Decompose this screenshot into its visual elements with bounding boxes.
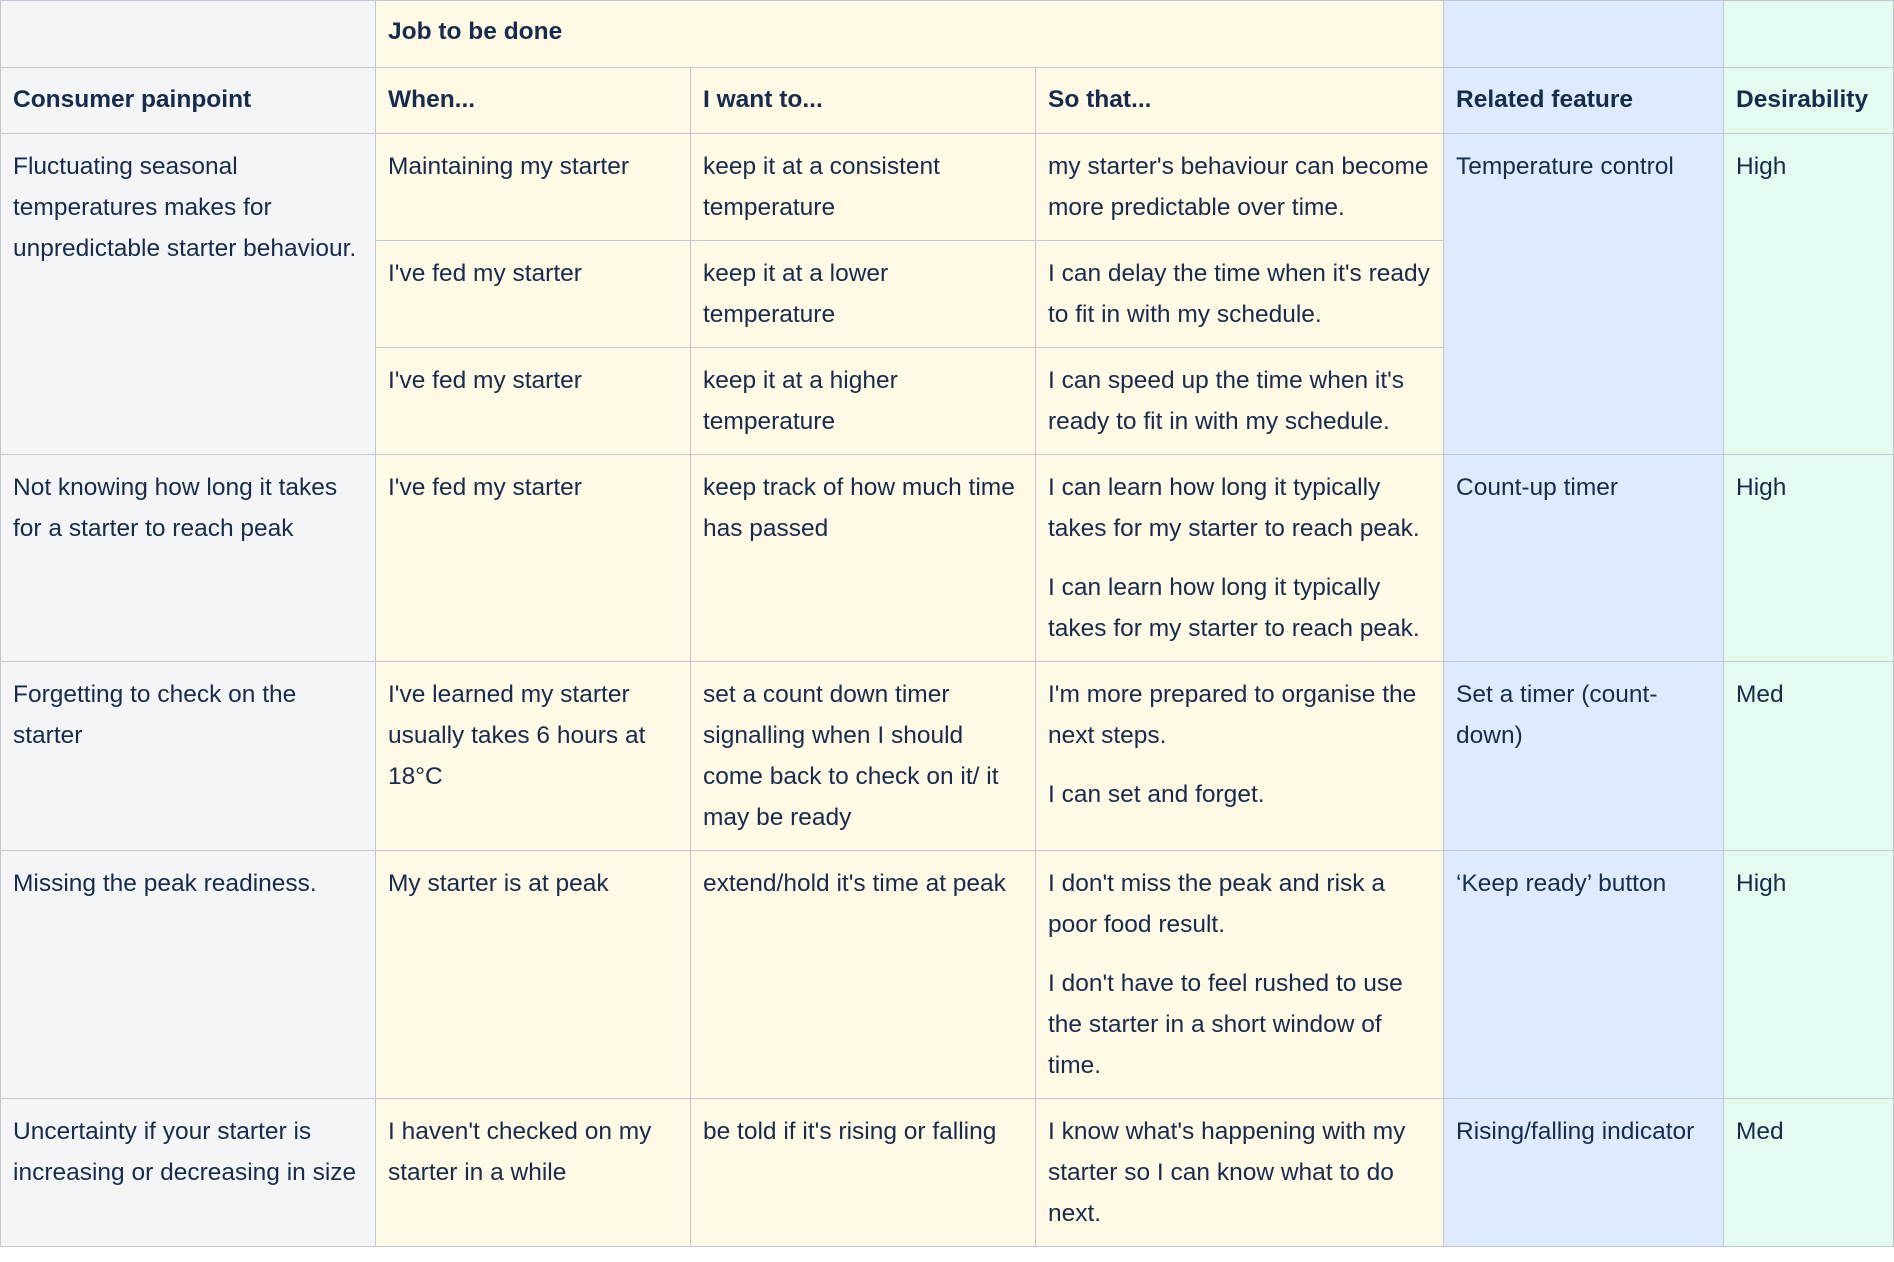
so-that-text: I can learn how long it typically takes for my starter to reach peak. xyxy=(1048,574,1420,642)
want-cell: keep track of how much time has passed xyxy=(691,455,1036,662)
so-that-cell xyxy=(1036,348,1444,455)
table-row xyxy=(1,134,1894,241)
want-cell: keep it at a higher temperature xyxy=(691,348,1036,455)
so-that-text: my starter's behaviour can become more predictable over time. xyxy=(1048,153,1429,221)
header-desirability-empty-cell xyxy=(1724,1,1894,68)
so-that-cell xyxy=(1036,662,1444,851)
so-that-cell xyxy=(1036,455,1444,662)
desirability-cell: Med xyxy=(1724,1099,1894,1247)
when-cell: Maintaining my starter xyxy=(376,134,691,241)
so-that-text: I don't have to feel rushed to use the starter in a short window of time. xyxy=(1048,970,1403,1079)
when-cell: I haven't checked on my starter in a while xyxy=(376,1099,691,1247)
desirability-cell: Med xyxy=(1724,662,1894,851)
header-job-to-be-done: Job to be done xyxy=(376,1,1444,68)
header-so-that: So that... xyxy=(1036,68,1444,134)
so-that-text: I can speed up the time when it's ready to fit in with my schedule. xyxy=(1048,367,1405,435)
painpoint-cell: Forgetting to check on the starter xyxy=(1,662,376,851)
header-related-feature: Related feature xyxy=(1444,68,1724,134)
table-row xyxy=(1,455,1894,662)
when-cell: I've fed my starter xyxy=(376,455,691,662)
so-that-text: I know what's happening with my starter so I can know what to do next. xyxy=(1048,1118,1406,1227)
header-feature-empty-cell xyxy=(1444,1,1724,68)
painpoint-cell: Missing the peak readiness. xyxy=(1,851,376,1099)
header-when: When... xyxy=(376,68,691,134)
header-consumer-painpoint: Consumer painpoint xyxy=(1,68,376,134)
feature-cell: Temperature control xyxy=(1444,134,1724,455)
painpoint-cell: Fluctuating seasonal temperatures makes for unpredictable starter behaviour. xyxy=(1,134,376,455)
painpoint-cell: Not knowing how long it takes for a starter to reach peak xyxy=(1,455,376,662)
desirability-cell: High xyxy=(1724,455,1894,662)
when-cell: I've learned my starter usually takes 6 hours at 18°C xyxy=(376,662,691,851)
when-cell: I've fed my starter xyxy=(376,241,691,348)
so-that-cell xyxy=(1036,1099,1444,1247)
feature-cell: ‘Keep ready’ button xyxy=(1444,851,1724,1099)
when-cell: My starter is at peak xyxy=(376,851,691,1099)
when-cell: I've fed my starter xyxy=(376,348,691,455)
want-cell: extend/hold it's time at peak xyxy=(691,851,1036,1099)
so-that-text: I can set and forget. xyxy=(1048,781,1265,808)
want-cell: keep it at a consistent temperature xyxy=(691,134,1036,241)
table-row xyxy=(1,851,1894,1099)
feature-cell: Set a timer (count-down) xyxy=(1444,662,1724,851)
so-that-text: I can learn how long it typically takes for my starter to reach peak. xyxy=(1048,474,1420,542)
feature-cell: Rising/falling indicator xyxy=(1444,1099,1724,1247)
want-cell: set a count down timer signalling when I should come back to check on it/ it may be ready xyxy=(691,662,1036,851)
so-that-cell xyxy=(1036,851,1444,1099)
header-desirability: Desirability xyxy=(1724,68,1894,134)
table-row xyxy=(1,662,1894,851)
so-that-cell xyxy=(1036,134,1444,241)
so-that-text: I don't miss the peak and risk a poor food result. xyxy=(1048,870,1385,938)
want-cell: be told if it's rising or falling xyxy=(691,1099,1036,1247)
so-that-text: I'm more prepared to organise the next steps. xyxy=(1048,681,1417,749)
want-cell: keep it at a lower temperature xyxy=(691,241,1036,348)
so-that-text: I can delay the time when it's ready to fit in with my schedule. xyxy=(1048,260,1430,328)
desirability-cell: High xyxy=(1724,851,1894,1099)
header-group-row xyxy=(1,1,1894,68)
painpoint-cell: Uncertainty if your starter is increasing or decreasing in size xyxy=(1,1099,376,1247)
so-that-cell xyxy=(1036,241,1444,348)
header-columns-row xyxy=(1,68,1894,134)
table-row xyxy=(1,1099,1894,1247)
desirability-cell: High xyxy=(1724,134,1894,455)
header-empty-cell xyxy=(1,1,376,68)
feature-cell: Count-up timer xyxy=(1444,455,1724,662)
header-i-want-to: I want to... xyxy=(691,68,1036,134)
